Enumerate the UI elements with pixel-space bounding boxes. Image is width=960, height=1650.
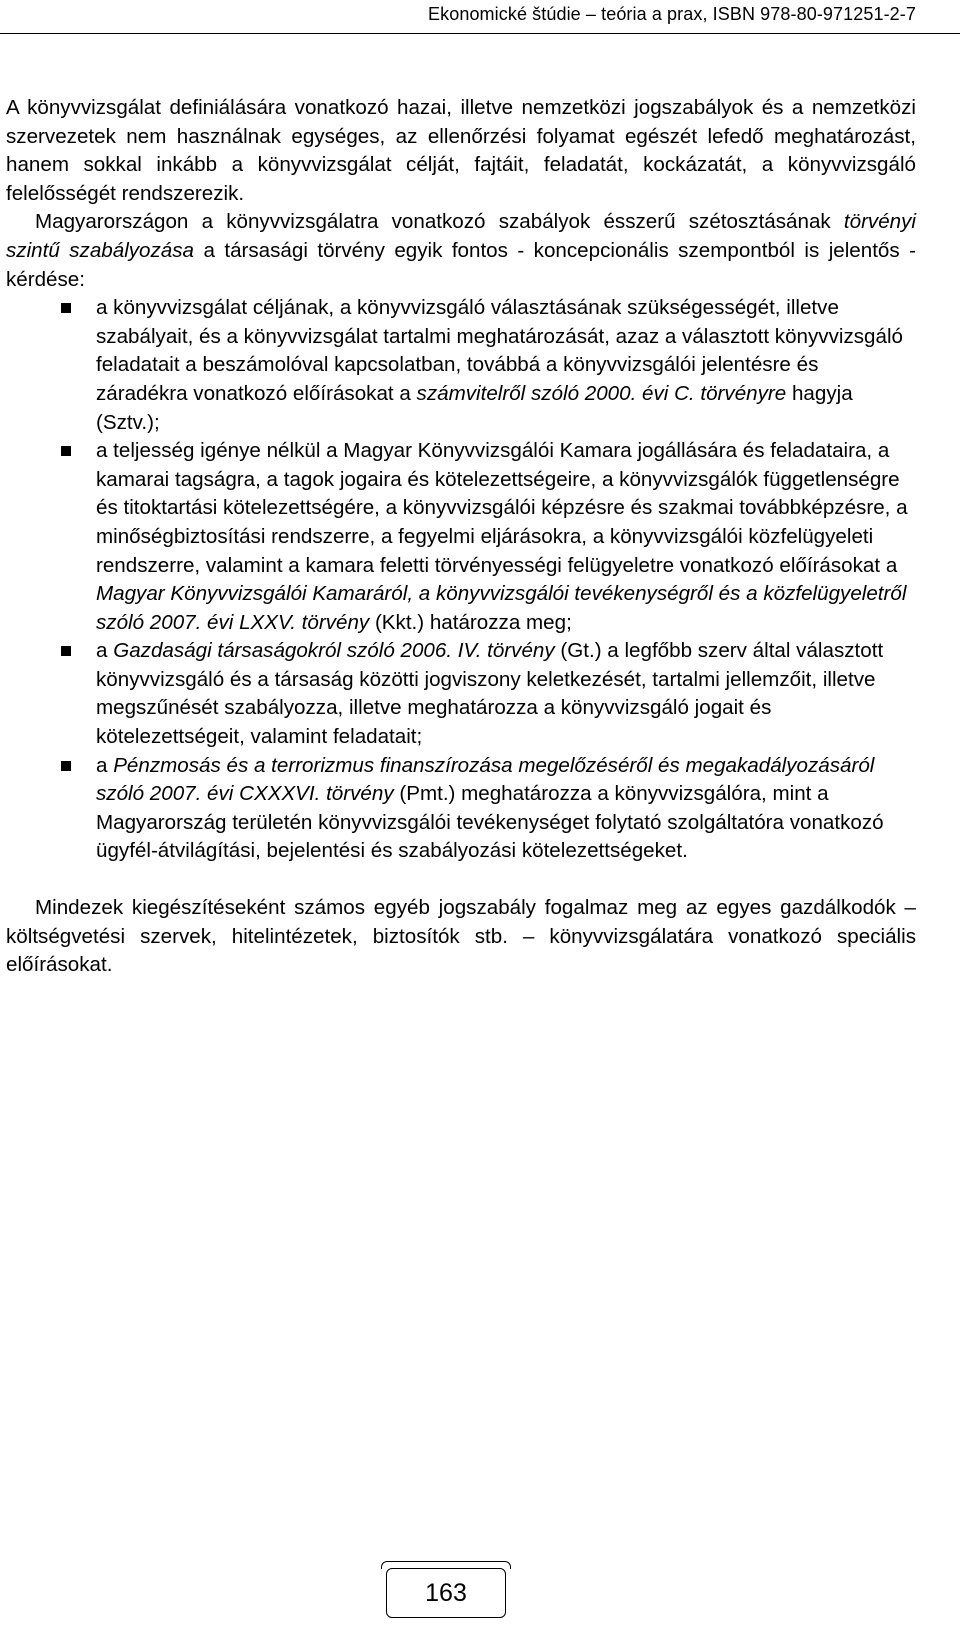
- page-header: [0, 0, 960, 34]
- document-body: [6, 94, 916, 980]
- page-number: 163: [425, 1579, 467, 1607]
- list-item-pmt: [6, 752, 916, 866]
- paragraph-hungary-regulation: [6, 208, 916, 294]
- square-bullet-icon: [61, 303, 71, 313]
- paragraph-summary: Mindezek kiegészítéseként számos egyéb jogszabály fogalmaz meg az egyes gazdálkodók – költségvetési szervek, hitelintézetek, biztosítók stb. – könyvvizsgálatára vonatkozó speciális előírásokat.: [6, 896, 916, 977]
- page-number-box: [386, 1568, 506, 1618]
- list-item-tail: hagyja (Sztv.);: [96, 381, 853, 434]
- list-item-italic: Gazdasági társaságokról szóló 2006. IV. törvény: [113, 639, 555, 663]
- paragraph-italic: törvényi szintű szabályozása: [6, 210, 916, 262]
- list-item-lead: a könyvvizsgálat céljának, a könyvvizsgáló választásának szükségességét, illetve szabályait, és a könyvvizsgálat tartalmi meghatározását, azaz a választott könyvvizsgáló feladatait a beszámolóval kapcsolatban, továbbá a könyvvizsgálói jelentésre és záradékra vonatkozó előírásokat a: [96, 296, 903, 405]
- paragraph-gap: [6, 866, 916, 894]
- list-item-italic: Magyar Könyvvizsgálói Kamaráról, a könyvvizsgálói tevékenységről és a közfelügyeletről szóló 2007. évi LXXV. törvény: [96, 582, 907, 634]
- list-item-italic: Pénzmosás és a terrorizmus finanszírozása megelőzéséről és megakadályozásáról szóló 2007. évi CXXXVI. törvény: [96, 753, 875, 806]
- list-item-tail: (Kkt.) határozza meg;: [369, 610, 572, 634]
- list-item-lead: a: [96, 753, 114, 777]
- list-item-tail: (Pmt.) meghatározza a könyvvizsgálóra, mint a Magyarország területén könyvvizsgálói tevékenységet folytató szolgáltatóra vonatkozó ügyfél-átvilágítási, bejelentési és szabályozási kötelezettségeket.: [96, 782, 884, 863]
- list-item-kkt: [6, 437, 916, 637]
- list-item-lead: a: [96, 639, 114, 663]
- square-bullet-icon: [61, 446, 71, 456]
- square-bullet-icon: [61, 646, 71, 656]
- list-item-italic: számvitelről szóló 2000. évi C. törvényre: [416, 381, 787, 405]
- list-item-lead: a teljesség igénye nélkül a Magyar Könyvvizsgálói Kamara jogállására és feladataira, a kamarai tagságra, a tagok jogaira és kötelezettségeire, a könyvvizsgálók függetlenségre és titoktartási kötelezettségére, a könyvvizsgálói képzésre és szakmai továbbképzésre, a minőségbiztosítási rendszerre, a fegyelmi eljárásokra, a könyvvizsgálói közfelügyeleti rendszerre, valamint a kamara feletti törvényességi felügyeletre vonatkozó előírásokat a: [96, 439, 908, 577]
- law-list: [6, 294, 916, 866]
- paragraph-tail: a társasági törvény egyik fontos - koncepcionális szempontból is jelentős - kérdése:: [6, 238, 916, 291]
- paragraph-definition: A könyvvizsgálat definiálására vonatkozó hazai, illetve nemzetközi jogszabályok és a nemzetközi szervezetek nem használnak egységes, az ellenőrzési folyamat egészét lefedő meghatározást, hanem sokkal inkább a könyvvizsgálat célját, fajtáit, feladatát, kockázatát, a könyvvizsgáló felelősségét rendszerezik.: [6, 96, 916, 205]
- square-bullet-icon: [61, 761, 71, 771]
- list-item-tail: (Gt.) a legfőbb szerv által választott könyvvizsgáló és a társaság közötti jogviszony keletkezését, tartalmi jellemzőit, illetve megszűnését szabályozza, illetve meghatározza a könyvvizsgáló jogait és kötelezettségeit, valamint feladatait;: [96, 639, 884, 749]
- paragraph-lead: Magyarországon a könyvvizsgálatra vonatkozó szabályok ésszerű szétosztásának: [35, 210, 844, 234]
- list-item-gt: [6, 637, 916, 751]
- list-item-sztv: [6, 294, 916, 437]
- running-title: Ekonomické štúdie – teória a prax, ISBN 978-80-971251-2-7: [428, 4, 916, 24]
